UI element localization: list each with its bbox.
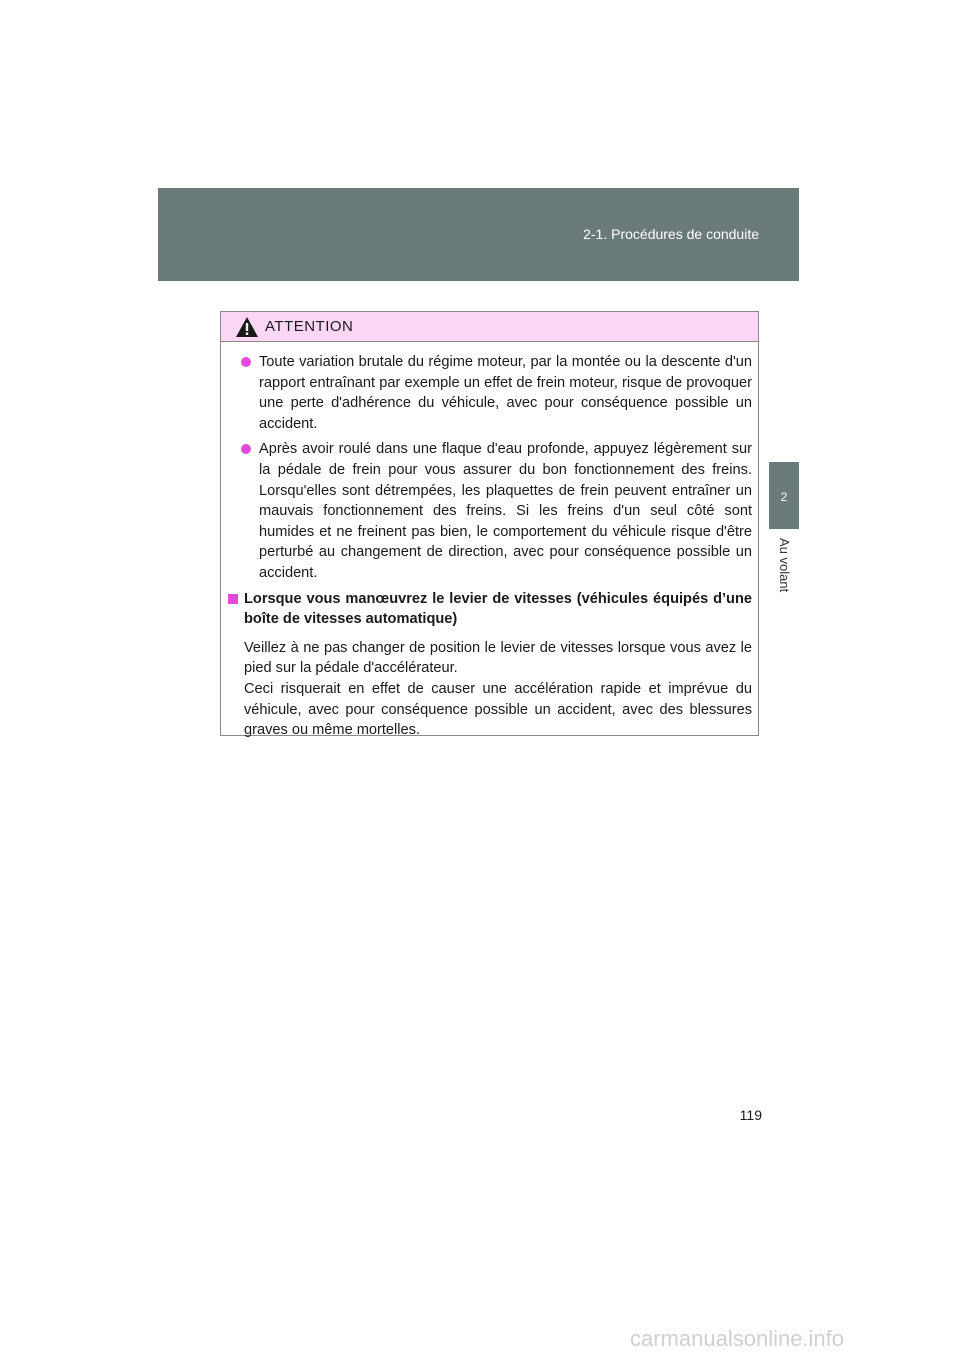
section-paragraph: Veillez à ne pas changer de position le levier de vitesses lorsque vous avez le pied sur la pédale d'accélérateur.: [244, 639, 752, 677]
section-heading: Lorsque vous manœuvrez le levier de vitesses (véhicules équipés d’une boîte de vitesses automatique): [244, 590, 752, 628]
bullet-dot-icon: [241, 444, 251, 454]
header-band: [158, 188, 799, 281]
gear-lever-section: [226, 589, 752, 741]
section-title: 2-1. Procédures de conduite: [583, 226, 759, 242]
page-number: 119: [739, 1107, 762, 1123]
warning-icon: [235, 316, 259, 338]
attention-box: [220, 311, 759, 739]
watermark: carmanualsonline.info: [630, 1326, 845, 1351]
bullet-text: Toute variation brutale du régime moteur, par la montée ou la descente d'un rapport entraînant par exemple un effet de frein moteur, risque de provoquer une perte d'adhérence du véhicule, avec pour conséquence possible un accident.: [259, 354, 752, 432]
bullet-text: Après avoir roulé dans une flaque d'eau profonde, appuyez légèrement sur la pédale de frein pour vous assurer du bon fonctionnement des freins. Lorsqu'elles sont détrempées, les plaquettes de frein peuvent entraîner un mauvais fonctionnement des freins. Si les freins d'un seul côté sont humides et ne freinent pas bien, le comportement du véhicule risque d'être perturbé au changement de direction, avec pour conséquence possible un accident.: [259, 441, 752, 581]
list-item: [241, 439, 752, 583]
list-item: [241, 352, 752, 434]
chapter-tab[interactable]: [769, 462, 799, 529]
square-bullet-icon: [228, 594, 238, 604]
attention-body: [221, 342, 758, 741]
attention-title: ATTENTION: [265, 318, 354, 335]
chapter-label: Au volant: [777, 538, 792, 593]
bullet-dot-icon: [241, 357, 251, 367]
section-paragraph: Ceci risquerait en effet de causer une accélération rapide et imprévue du véhicule, avec pour conséquence possible un accident, avec des blessures graves ou même mortelles.: [244, 680, 752, 739]
attention-header: [221, 312, 758, 342]
chapter-number: 2: [780, 490, 788, 504]
